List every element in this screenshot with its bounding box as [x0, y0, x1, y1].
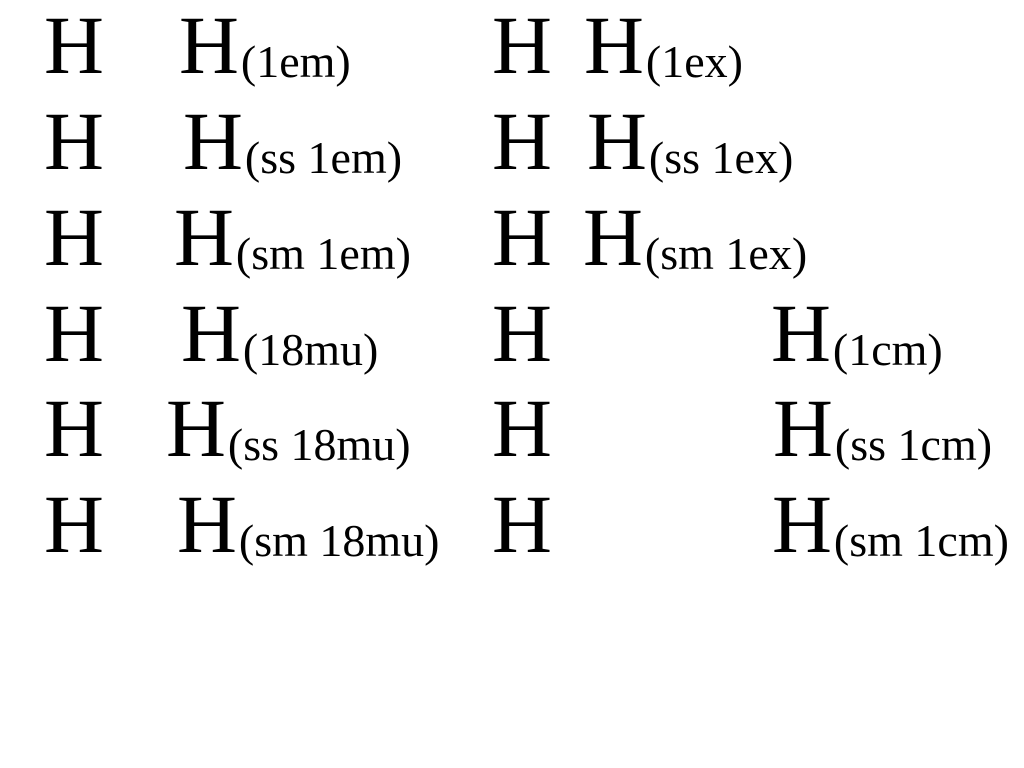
- space-sm-1cm: [552, 551, 772, 552]
- space-sm-1ex: [552, 264, 583, 265]
- space-1cm: [552, 360, 771, 361]
- spacing-label: (ss 18mu): [227, 419, 411, 470]
- reference-h: H: [492, 0, 552, 91]
- offset-h: H: [586, 95, 647, 187]
- reference-h: H: [44, 478, 104, 570]
- reference-h: H: [492, 478, 552, 570]
- reference-h: H: [492, 95, 552, 187]
- offset-h: H: [178, 0, 239, 91]
- row-1em: [44, 0, 351, 91]
- row-sm-1ex: [492, 191, 808, 283]
- spacing-label: (1cm): [832, 324, 943, 375]
- row-1ex: [492, 0, 743, 91]
- row-sm-1cm: [492, 478, 1009, 570]
- spacing-label: (sm 1ex): [644, 228, 808, 279]
- row-sm-18mu: [44, 478, 440, 570]
- spacing-label: (ss 1cm): [834, 419, 993, 470]
- offset-h: H: [176, 478, 237, 570]
- reference-h: H: [492, 287, 552, 379]
- space-sm-18mu: [104, 551, 177, 552]
- spacing-label: (1ex): [645, 36, 743, 87]
- reference-h: H: [44, 191, 104, 283]
- offset-h: H: [771, 478, 832, 570]
- space-ss-1em: [104, 168, 183, 169]
- spacing-label: (sm 1cm): [833, 515, 1009, 566]
- space-ss-18mu: [104, 455, 166, 456]
- row-ss-1ex: [492, 95, 794, 187]
- row-18mu: [44, 287, 379, 379]
- offset-h: H: [772, 382, 833, 474]
- spacing-label: (ss 1ex): [648, 132, 794, 183]
- reference-h: H: [44, 382, 104, 474]
- reference-h: H: [492, 382, 552, 474]
- row-ss-1em: [44, 95, 403, 187]
- space-ss-1ex: [552, 168, 587, 169]
- reference-h: H: [492, 191, 552, 283]
- offset-h: H: [582, 191, 643, 283]
- offset-h: H: [182, 95, 243, 187]
- space-ss-1cm: [552, 455, 773, 456]
- space-sm-1em: [104, 264, 174, 265]
- reference-h: H: [44, 0, 104, 91]
- offset-h: H: [165, 382, 226, 474]
- row-ss-1cm: [492, 382, 993, 474]
- row-ss-18mu: [44, 382, 411, 474]
- offset-h: H: [770, 287, 831, 379]
- space-18mu: [104, 360, 181, 361]
- reference-h: H: [44, 287, 104, 379]
- spacing-label: (18mu): [242, 324, 379, 375]
- spacing-label: (ss 1em): [244, 132, 403, 183]
- spacing-label: (sm 1em): [235, 228, 411, 279]
- spacing-label: (sm 18mu): [238, 515, 440, 566]
- reference-h: H: [44, 95, 104, 187]
- offset-h: H: [173, 191, 234, 283]
- offset-h: H: [180, 287, 241, 379]
- space-1em: [104, 72, 179, 73]
- offset-h: H: [583, 0, 644, 91]
- spacing-label: (1em): [240, 36, 351, 87]
- space-1ex: [552, 72, 584, 73]
- row-sm-1em: [44, 191, 411, 283]
- row-1cm: [492, 287, 943, 379]
